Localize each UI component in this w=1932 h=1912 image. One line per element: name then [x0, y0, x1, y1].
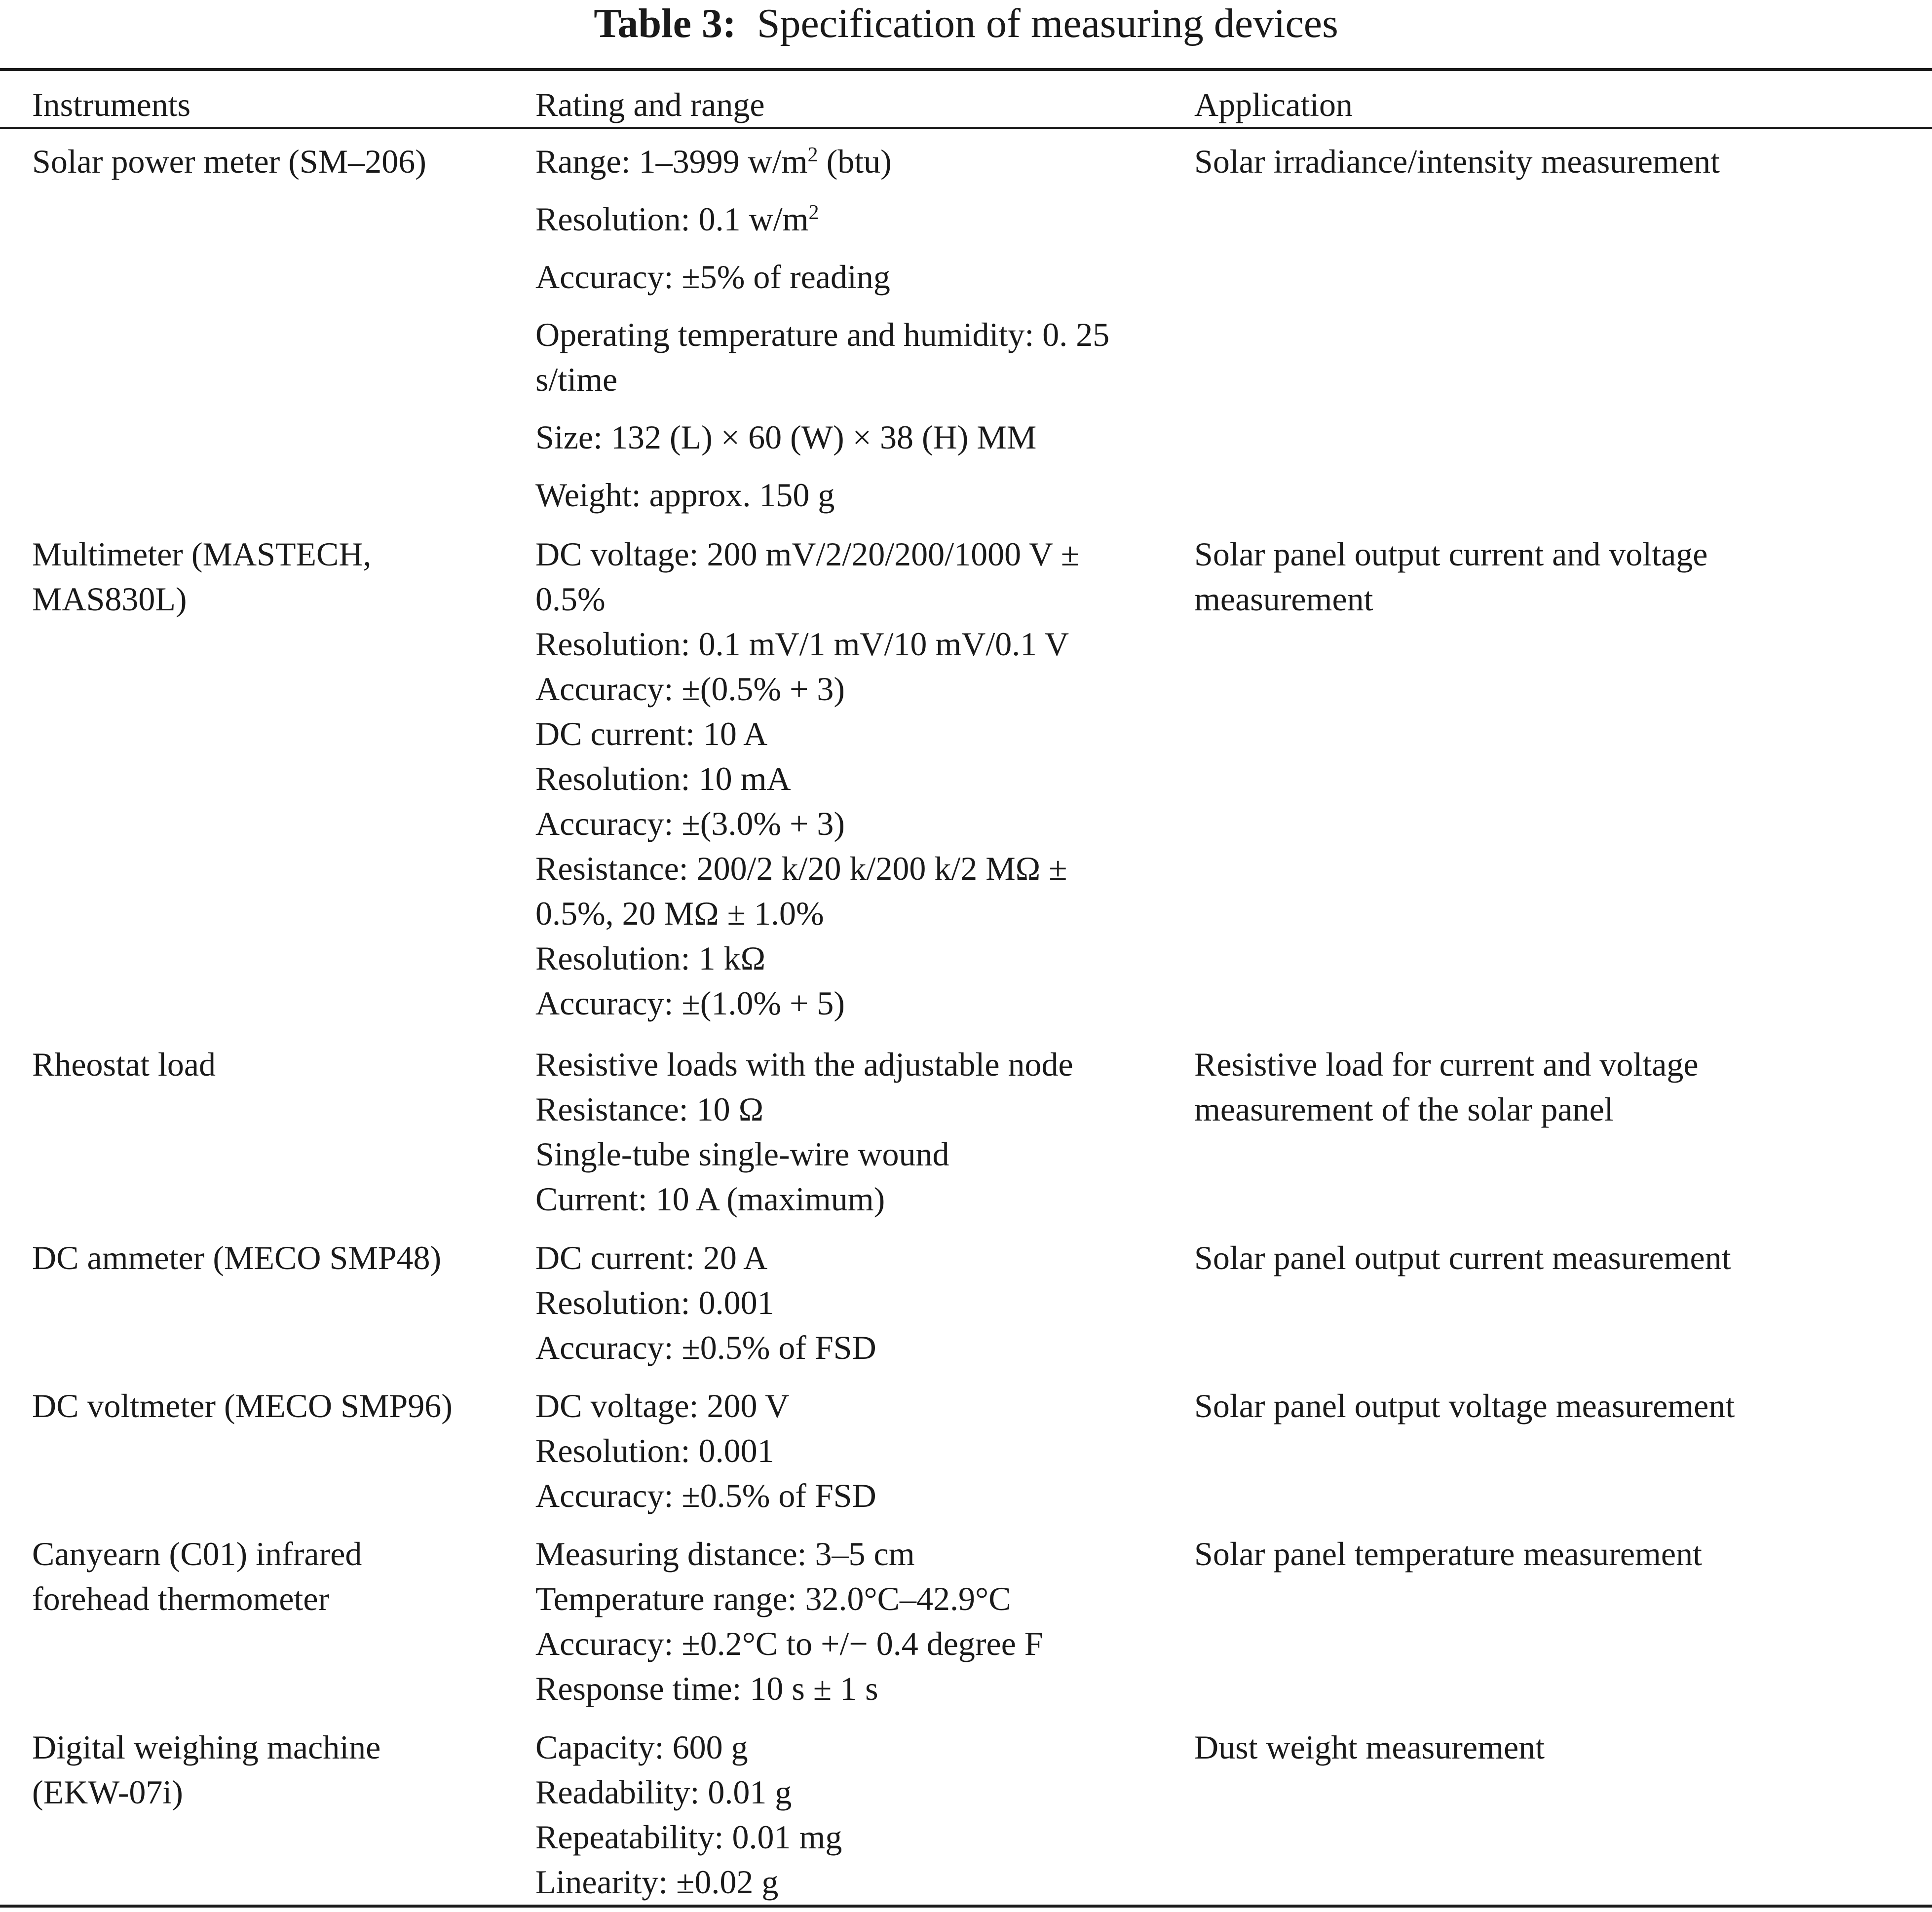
row-2-instrument	[32, 532, 506, 622]
application-text: measurement of the solar panel	[1194, 1090, 1614, 1128]
row-1-application	[1194, 139, 1920, 184]
spec-line: Repeatability: 0.01 mg	[535, 1818, 842, 1856]
row-5-application	[1194, 1384, 1920, 1428]
spec-line: Accuracy: ±0.5% of FSD	[535, 1477, 876, 1514]
application-text: Solar irradiance/intensity measurement	[1194, 143, 1720, 180]
row-2-application	[1194, 532, 1920, 622]
instrument-name: Canyearn (C01) infrared	[32, 1535, 362, 1573]
row-3-instrument	[32, 1042, 506, 1087]
instrument-name: forehead thermometer	[32, 1580, 330, 1617]
table-title	[0, 0, 1932, 47]
row-1-specs	[535, 139, 1172, 518]
column-header-rating: Rating and range	[535, 86, 765, 123]
spec-line: Resistance: 10 Ω	[535, 1090, 764, 1128]
application-text: Dust weight measurement	[1194, 1728, 1545, 1766]
row-6-application	[1194, 1532, 1920, 1576]
instrument-name: Digital weighing machine	[32, 1728, 381, 1766]
row-7-instrument	[32, 1725, 506, 1815]
column-header-instruments: Instruments	[32, 86, 191, 123]
row-5-specs	[535, 1384, 1172, 1518]
application-text: measurement	[1194, 580, 1373, 618]
row-4-specs	[535, 1236, 1172, 1370]
spec-line: Size: 132 (L) × 60 (W) × 38 (H) MM	[535, 418, 1037, 456]
bottom-rule	[0, 1905, 1932, 1908]
table-title-label: Table 3:	[594, 0, 736, 46]
spec-line: Accuracy: ±(1.0% + 5)	[535, 984, 845, 1022]
row-2-specs	[535, 532, 1172, 1026]
instrument-name: Rheostat load	[32, 1046, 216, 1083]
spec-line: Measuring distance: 3–5 cm	[535, 1535, 915, 1573]
spec-line: Resolution: 10 mA	[535, 760, 791, 797]
application-text: Resistive load for current and voltage	[1194, 1046, 1699, 1083]
spec-line: Accuracy: ±5% of reading	[535, 258, 890, 296]
spec-line: Resolution: 1 kΩ	[535, 939, 766, 977]
row-3-application	[1194, 1042, 1920, 1132]
row-7-specs	[535, 1725, 1172, 1905]
header-rule	[0, 127, 1932, 129]
row-3-specs	[535, 1042, 1172, 1222]
spec-line: Response time: 10 s ± 1 s	[535, 1670, 878, 1707]
spec-line: DC current: 10 A	[535, 715, 768, 752]
spec-line: Single-tube single-wire wound	[535, 1135, 949, 1173]
row-6-instrument	[32, 1532, 506, 1621]
spec-line: Accuracy: ±0.5% of FSD	[535, 1329, 876, 1366]
spec-line: s/time	[535, 361, 618, 398]
row-4-instrument	[32, 1236, 506, 1280]
row-4-application	[1194, 1236, 1920, 1280]
spec-line: Temperature range: 32.0°C–42.9°C	[535, 1580, 1011, 1617]
table-title-text: Specification of measuring devices	[757, 0, 1338, 46]
spec-line: Resolution: 0.001	[535, 1432, 774, 1469]
top-rule	[0, 68, 1932, 71]
instrument-name: Solar power meter (SM–206)	[32, 143, 426, 180]
row-7-application	[1194, 1725, 1920, 1770]
spec-line: DC current: 20 A	[535, 1239, 768, 1276]
spec-line: Current: 10 A (maximum)	[535, 1180, 885, 1218]
spec-line: Weight: approx. 150 g	[535, 476, 835, 514]
spec-line: 0.5%	[535, 580, 606, 618]
application-text: Solar panel output voltage measurement	[1194, 1387, 1735, 1425]
spec-line: Accuracy: ±(3.0% + 3)	[535, 805, 845, 842]
spec-line: Resolution: 0.1 $w/m^2$	[535, 200, 819, 238]
spec-line: DC voltage: 200 mV/2/20/200/1000 V ±	[535, 535, 1080, 573]
spec-line: Resistance: 200/2 k/20 k/200 k/2 MΩ ±	[535, 850, 1067, 887]
spec-line: 0.5%, 20 MΩ ± 1.0%	[535, 895, 824, 932]
spec-line: Linearity: ±0.02 g	[535, 1863, 779, 1901]
application-text: Solar panel temperature measurement	[1194, 1535, 1702, 1573]
spec-line: Range: 1–3999 $w/m^2$ (btu)	[535, 143, 892, 180]
instrument-name: (EKW-07i)	[32, 1773, 183, 1811]
spec-line: Resolution: 0.1 mV/1 mV/10 mV/0.1 V	[535, 625, 1069, 663]
application-text: Solar panel output current and voltage	[1194, 535, 1708, 573]
instrument-name: DC voltmeter (MECO SMP96)	[32, 1387, 453, 1425]
instrument-name: DC ammeter (MECO SMP48)	[32, 1239, 442, 1276]
row-6-specs	[535, 1532, 1172, 1711]
spec-line: Operating temperature and humidity: 0. 25	[535, 316, 1110, 353]
spec-line: Accuracy: ±(0.5% + 3)	[535, 670, 845, 708]
row-1-instrument	[32, 139, 506, 184]
spec-line: DC voltage: 200 V	[535, 1387, 790, 1425]
spec-line: Readability: 0.01 g	[535, 1773, 792, 1811]
instrument-name: MAS830L)	[32, 580, 187, 618]
application-text: Solar panel output current measurement	[1194, 1239, 1731, 1276]
spec-line: Resistive loads with the adjustable node	[535, 1046, 1073, 1083]
spec-line: Resolution: 0.001	[535, 1284, 774, 1321]
spec-line: Capacity: 600 g	[535, 1728, 748, 1766]
spec-line: Accuracy: ±0.2°C to +/− 0.4 degree F	[535, 1625, 1043, 1662]
column-header-application: Application	[1194, 86, 1353, 123]
row-5-instrument	[32, 1384, 506, 1428]
instrument-name: Multimeter (MASTECH,	[32, 535, 372, 573]
